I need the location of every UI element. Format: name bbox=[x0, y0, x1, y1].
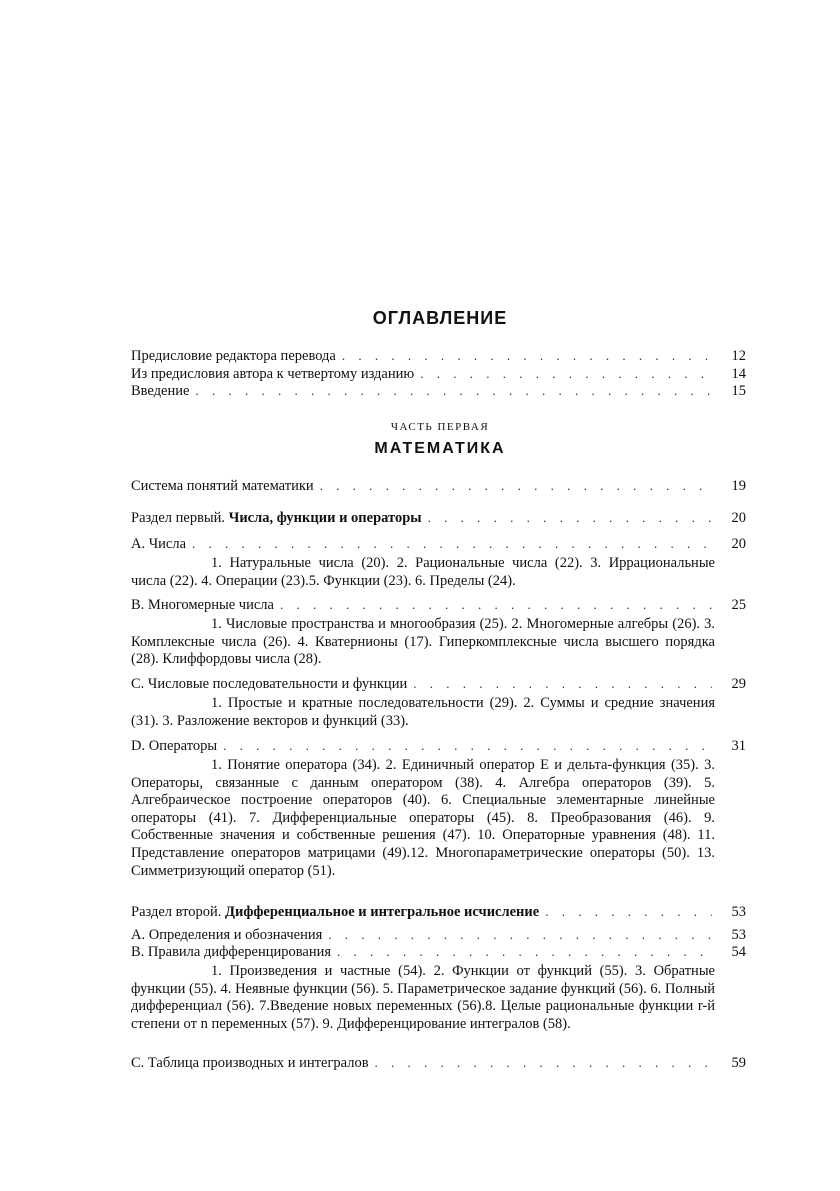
toc-entry-page: 54 bbox=[731, 944, 746, 960]
leader-dots bbox=[223, 737, 712, 755]
toc-entry-label: D. Операторы bbox=[131, 738, 218, 754]
toc-entry-page: 59 bbox=[731, 1055, 746, 1071]
chapter-entry[interactable] bbox=[131, 535, 746, 553]
toc-entry-label: Система понятий математики bbox=[131, 478, 314, 494]
chapter-subitems: 1. Простые и кратные последовательности (29). 2. Суммы и средние значения (31). 3. Разложение векторов и функций (33). bbox=[131, 695, 715, 729]
leader-dots bbox=[192, 535, 712, 553]
toc-entry-label: Предисловие редактора перевода bbox=[131, 348, 336, 364]
section-entry[interactable] bbox=[131, 903, 746, 921]
toc-entry-page: 31 bbox=[731, 738, 746, 754]
toc-entry-page: 53 bbox=[731, 904, 746, 920]
chapter-subitems: 1. Понятие оператора (34). 2. Единичный оператор E и дельта-функция (35). 3. Операторы, связанные с данным оператором (38). 4. Алгебра операторов (39). 5. Алгебраическое построение операторов (40). 6. Специальные элементарные линейные операторы (41). 7. Дифференциальные операторы (45). 8. Преобразования (46). 9. Собственные значения и собственные решения (47). 10. Операторные уравнения (48). 11. Представление операторов матрицами (49).12. Многопараметрические операторы (50). 13. Симметризующий оператор (51). bbox=[131, 757, 715, 879]
chapter-entry[interactable] bbox=[131, 675, 746, 693]
chapter-subitems: 1. Числовые пространства и многообразия (25). 2. Многомерные алгебры (26). 3. Комплексные числа (26). 4. Кватернионы (17). Гиперкомплексные числа высшего порядка (28). Клиффордовы числа (28). bbox=[131, 616, 715, 668]
section-title: Числа, функции и операторы bbox=[228, 510, 422, 526]
toc-entry[interactable] bbox=[131, 365, 746, 383]
toc-entry-label: В. Многомерные числа bbox=[131, 597, 274, 613]
section-title: Дифференциальное и интегральное исчисление bbox=[225, 904, 540, 920]
chapter-entry[interactable] bbox=[131, 737, 746, 755]
leader-dots bbox=[545, 903, 712, 921]
toc-entry-label: В. Правила дифференцирования bbox=[131, 944, 332, 960]
chapter-entry[interactable] bbox=[131, 943, 746, 961]
toc-entry-label: Введение bbox=[131, 383, 190, 399]
toc-entry-page: 20 bbox=[731, 536, 746, 552]
toc-entry[interactable] bbox=[131, 382, 746, 400]
leader-dots bbox=[375, 1054, 712, 1072]
toc-entry-page: 20 bbox=[731, 510, 746, 526]
chapter-subitems: 1. Произведения и частные (54). 2. Функции от функций (55). 3. Обратные функции (55). 4. Неявные функции (56). 5. Параметрическое задание функций (56). 6. Полный дифференциал (56). 7.Введение новых переменных (56).8. Целые рациональные функции r-й степени от n переменных (57). 9. Дифференцирование интегралов (58). bbox=[131, 963, 715, 1032]
leader-dots bbox=[328, 926, 712, 944]
toc-entry-page: 25 bbox=[731, 597, 746, 613]
leader-dots bbox=[420, 365, 712, 383]
toc-entry-label: А. Числа bbox=[131, 536, 187, 552]
toc-entry[interactable] bbox=[131, 347, 746, 365]
part-number: ЧАСТЬ ПЕРВАЯ bbox=[390, 421, 490, 433]
chapter-entry[interactable] bbox=[131, 596, 746, 614]
page-title: ОГЛАВЛЕНИЕ bbox=[372, 308, 508, 328]
leader-dots bbox=[195, 382, 712, 400]
section-prefix: Раздел второй. bbox=[131, 904, 222, 920]
toc-entry-label: Из предисловия автора к четвертому изданию bbox=[131, 366, 415, 382]
toc-entry-label: С. Таблица производных и интегралов bbox=[131, 1055, 369, 1071]
toc-entry-page: 14 bbox=[731, 366, 746, 382]
chapter-entry[interactable] bbox=[131, 1054, 746, 1072]
part-title: МАТЕМАТИКА bbox=[374, 440, 506, 457]
toc-entry-page: 53 bbox=[731, 927, 746, 943]
chapter-subitems: 1. Натуральные числа (20). 2. Рациональные числа (22). 3. Иррациональные числа (22). 4. Операции (23).5. Функции (23). 6. Пределы (24). bbox=[131, 555, 715, 589]
leader-dots bbox=[337, 943, 712, 961]
leader-dots bbox=[320, 477, 712, 495]
toc-entry-label: А. Определения и обозначения bbox=[131, 927, 323, 943]
toc-entry-page: 12 bbox=[731, 348, 746, 364]
leader-dots bbox=[280, 596, 712, 614]
toc-entry-page: 19 bbox=[731, 478, 746, 494]
leader-dots bbox=[413, 675, 712, 693]
toc-entry-page: 15 bbox=[731, 383, 746, 399]
toc-entry-label: С. Числовые последовательности и функции bbox=[131, 676, 408, 692]
section-entry[interactable] bbox=[131, 509, 746, 527]
leader-dots bbox=[428, 509, 712, 527]
leader-dots bbox=[342, 347, 712, 365]
section-prefix: Раздел первый. bbox=[131, 510, 226, 526]
chapter-entry[interactable] bbox=[131, 926, 746, 944]
toc-entry-page: 29 bbox=[731, 676, 746, 692]
toc-entry[interactable] bbox=[131, 477, 746, 495]
